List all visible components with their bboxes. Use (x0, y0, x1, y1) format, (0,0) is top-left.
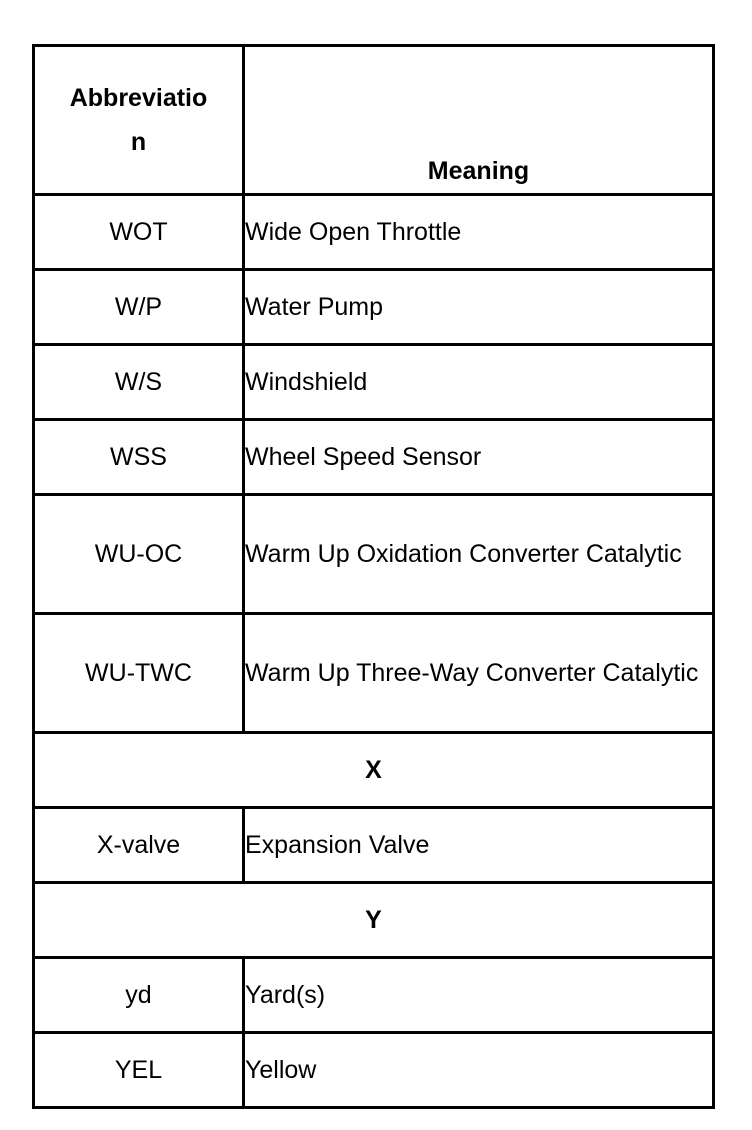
abbreviation-cell: W/P (34, 270, 244, 345)
abbreviation-cell: W/S (34, 345, 244, 420)
header-meaning: Meaning (244, 46, 714, 195)
table-row (34, 270, 714, 345)
meaning-cell: Wheel Speed Sensor (244, 420, 714, 495)
meaning-cell: Yard(s) (244, 958, 714, 1033)
meaning-cell: Yellow (244, 1033, 714, 1108)
meaning-cell: Windshield (244, 345, 714, 420)
section-heading-x: X (34, 733, 714, 808)
section-heading-y: Y (34, 883, 714, 958)
table-row (34, 345, 714, 420)
meaning-cell: Wide Open Throttle (244, 195, 714, 270)
meaning-cell: Expansion Valve (244, 808, 714, 883)
meaning-cell: Warm Up Oxidation Converter Catalytic (244, 495, 714, 614)
table-row (34, 495, 714, 614)
table-row (34, 958, 714, 1033)
abbreviation-cell: WU-TWC (34, 614, 244, 733)
abbreviation-cell: YEL (34, 1033, 244, 1108)
abbreviation-cell: yd (34, 958, 244, 1033)
section-row-x (34, 733, 714, 808)
abbreviation-table (32, 44, 715, 1109)
section-row-y (34, 883, 714, 958)
meaning-cell: Water Pump (244, 270, 714, 345)
meaning-cell: Warm Up Three-Way Converter Catalytic (244, 614, 714, 733)
table-header-row (34, 46, 714, 195)
abbreviation-cell: WSS (34, 420, 244, 495)
table-row (34, 614, 714, 733)
header-abbreviation (34, 46, 244, 195)
abbreviation-cell: WOT (34, 195, 244, 270)
table-row (34, 1033, 714, 1108)
table-row (34, 808, 714, 883)
abbreviation-cell: WU-OC (34, 495, 244, 614)
table-row (34, 195, 714, 270)
abbreviation-cell: X-valve (34, 808, 244, 883)
header-abbreviation-label: Abbreviation (69, 84, 208, 156)
table-row (34, 420, 714, 495)
